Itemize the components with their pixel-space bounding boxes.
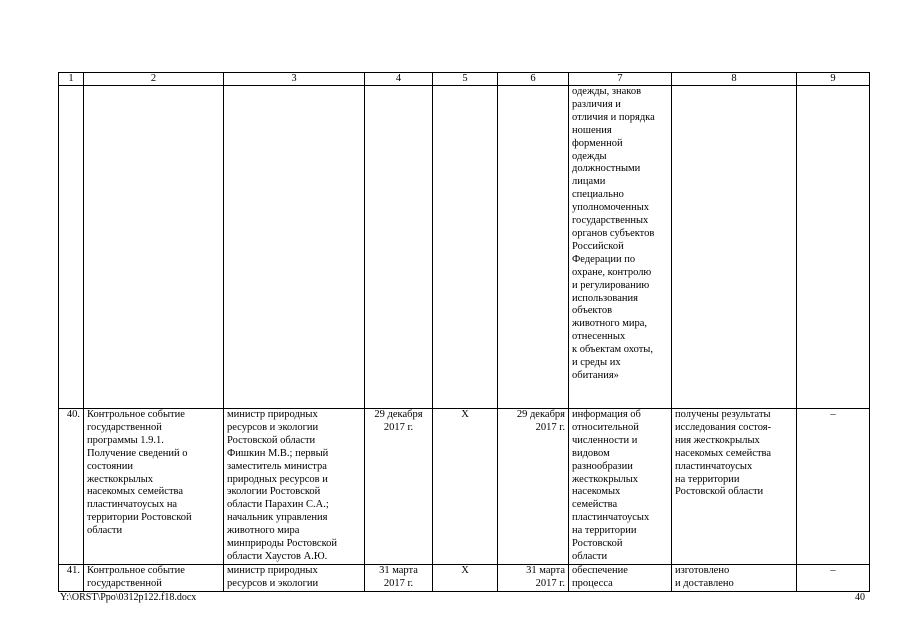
- column-number: 1: [59, 73, 84, 86]
- mark-cell: Х: [433, 564, 498, 591]
- note-cell: –: [797, 564, 870, 591]
- document-table: [58, 72, 870, 592]
- column-number: 6: [498, 73, 569, 86]
- empty-cell: [224, 86, 365, 409]
- column-number: 5: [433, 73, 498, 86]
- responsible-cell: министр природных ресурсов и экологии Ростовской области Фишкин М.В.; первый заместитель министра природных ресурсов и экологии Ростовской области Парахин С.А.; начальник управления животного мира минприроды Ростовской области Хаустов А.Ю.: [224, 409, 365, 565]
- column-number: 2: [84, 73, 224, 86]
- empty-cell: [672, 86, 797, 409]
- column-number: 7: [569, 73, 672, 86]
- status-cell: изготовлено и доставлено: [672, 564, 797, 591]
- event-cell: Контрольное событие государственной: [84, 564, 224, 591]
- planned-date-cell: 31 марта 2017 г.: [365, 564, 433, 591]
- empty-cell: [84, 86, 224, 409]
- empty-cell: [498, 86, 569, 409]
- responsible-cell: министр природных ресурсов и экологии: [224, 564, 365, 591]
- empty-cell: [59, 86, 84, 409]
- empty-cell: [797, 86, 870, 409]
- empty-cell: [365, 86, 433, 409]
- status-cell: получены результаты исследования состоя- ния жесткокрылых насекомых семейства пластинчатоусых на территории Ростовской области: [672, 409, 797, 565]
- table-row: [59, 409, 870, 565]
- footer-file-path: Y:\ORST\Ppo\0312p122.f18.docx: [60, 592, 197, 603]
- page-number: 40: [855, 592, 865, 603]
- mark-cell: Х: [433, 409, 498, 565]
- column-number: 4: [365, 73, 433, 86]
- result-cell: обеспечение процесса: [569, 564, 672, 591]
- actual-date-cell: 31 марта 2017 г.: [498, 564, 569, 591]
- actual-date-cell: 29 декабря 2017 г.: [498, 409, 569, 565]
- column-number: 9: [797, 73, 870, 86]
- column-number-row: [59, 73, 870, 86]
- column-number: 3: [224, 73, 365, 86]
- empty-cell: [433, 86, 498, 409]
- column-number: 8: [672, 73, 797, 86]
- event-cell: Контрольное событие государственной программы 1.9.1. Получение сведений о состоянии жесткокрылых насекомых семейства пластинчатоусых на территории Ростовской области: [84, 409, 224, 565]
- result-cell: информация об относительной численности и видовом разнообразии жесткокрылых насекомых семейства пластинчатоусых на территории Ростовской области: [569, 409, 672, 565]
- planned-date-cell: 29 декабря 2017 г.: [365, 409, 433, 565]
- table-row: [59, 564, 870, 591]
- row-number: 40.: [59, 409, 84, 565]
- continuation-row: [59, 86, 870, 409]
- note-cell: –: [797, 409, 870, 565]
- result-cell: одежды, знаков различия и отличия и порядка ношения форменной одежды должностными лицами специально уполномоченных государственных органов субъектов Российской Федерации по охране, контролю и регулированию использования объектов животного мира, отнесенных к объектам охоты, и среды их обитания»: [569, 86, 672, 409]
- row-number: 41.: [59, 564, 84, 591]
